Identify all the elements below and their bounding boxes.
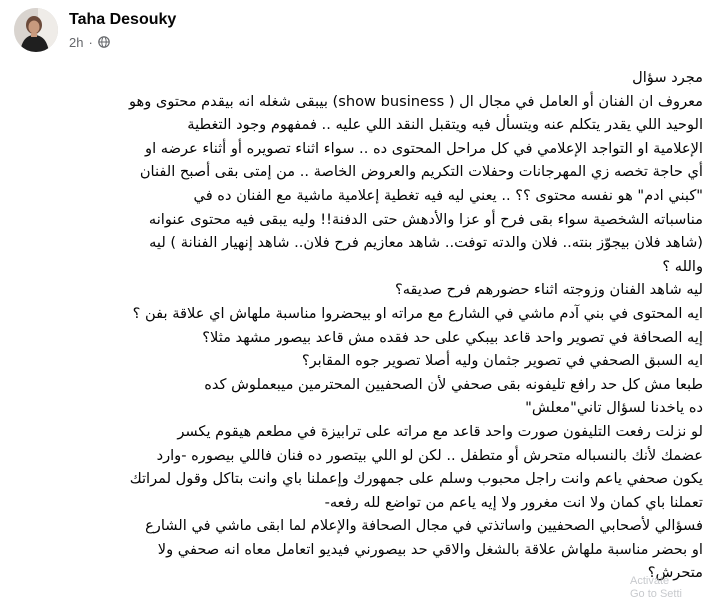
post-text-line: إيه الصحافة في تصوير واحد قاعد بيبكي على حد فقده مش قاعد بيصور مشهد مثلا؟	[202, 328, 703, 346]
activation-watermark	[630, 575, 700, 603]
globe-icon[interactable]	[98, 36, 110, 48]
watermark-line: Go to Setti	[630, 588, 682, 600]
post-header	[0, 0, 710, 64]
post-text-line: او بحضر مناسبة ملهاش علاقة بالشغل والاقي حد بيصورني فيديو اتعامل معاه انه صحفي ولا	[157, 540, 703, 558]
post-text-line: يكون صحفي ياعم وانت راجل محبوب وسلم على جمهورك وإعملنا باي وانت بتاكل وقول لمراتك	[129, 470, 703, 488]
post-text-line: طبعا مش كل حد رافع تليفونه بقى صحفي لأن الصحفيين المحترمين ميبعملوش كده	[204, 375, 703, 393]
post-text-line: ليه شاهد الفنان وزوجته اثناء حضورهم فرح صديقه؟	[394, 281, 703, 299]
post-text-line: لو نزلت رفعت التليفون صورت واحد قاعد مع مراته على ترابيزة في مطعم هيقوم يكسر	[177, 422, 703, 440]
post-text	[6, 66, 703, 585]
post-text-line: ده ياخدنا لسؤال تاني"معلش"	[525, 399, 703, 417]
post-text-line: الوحيد اللي يقدر يتكلم عنه ويتسأل فيه ويتقبل النقد اللي عليه .. فمفهوم وجود التغطية	[187, 116, 703, 134]
post-text-line: الإعلامية او التواجد الإعلامي في كل مراحل المحتوى ده .. سواء اثناء تصويره أو أثناء عرضه او	[145, 139, 703, 157]
post-text-line: "كبني ادم" هو نفسه محتوى ؟؟ .. يعني ليه فيه تغطية إعلامية ماشية مع الفنان ده في	[193, 186, 703, 204]
avatar-photo-icon	[14, 8, 58, 52]
watermark-line: Activate	[630, 575, 670, 587]
post-text-line: متحرش؟	[647, 564, 703, 582]
post-time[interactable]: 2h	[69, 34, 84, 50]
post-text-line: معروف ان الفنان أو العامل في مجال ال ( show business) بيبقى شغله انه بيقدم محتوى وهو	[128, 92, 703, 110]
author-name[interactable]: Taha Desouky	[69, 11, 177, 28]
post-text-line: مجرد سؤال	[632, 69, 703, 86]
author-avatar[interactable]	[14, 8, 58, 52]
post-text-line: تعملنا باي كمان ولا انت مغرور ولا إيه ياعم من تواضع لله رفعه-	[324, 493, 703, 511]
post-text-line: فسؤالي لأصحابي الصحفيين واساتذتي في مجال الصحافة والإعلام لما ابقى ماشي في الشارع	[145, 517, 703, 535]
post-text-line: (شاهد فلان بيجوّز بنته.. فلان والدته توفت.. شاهد معازيم فرح فلان.. شاهد إنهيار الفنانة ) ليه	[149, 234, 703, 252]
meta-separator: ·	[88, 34, 93, 50]
post-text-line: والله ؟	[662, 257, 703, 275]
post-text-line: أي حاجة تخصه زي المهرجانات وحفلات التكريم والعروض الخاصة .. من إمتى بقى أصبح الفنان	[139, 163, 703, 181]
post-meta	[69, 34, 110, 50]
post-text-line: ايه السبق الصحفي في تصوير جثمان وليه أصلا تصوير جوه المقابر؟	[301, 352, 703, 370]
post-text-line: مناسباته الشخصية سواء بقى فرح أو عزا والأدهش حتى الدفنة!! وليه يبقى فيه محتوى عنوانه	[148, 210, 703, 228]
post-text-line: ايه المحتوى في بني آدم ماشي في الشارع مع مراته او بيحضروا مناسبة ملهاش اي علاقة بفن ؟	[132, 304, 703, 322]
post-text-line: عضمك لأنك بالنسباله متحرش أو متطفل .. لكن لو اللي بيتصور ده فنان فاللي بيصوره -وارد	[156, 446, 703, 464]
